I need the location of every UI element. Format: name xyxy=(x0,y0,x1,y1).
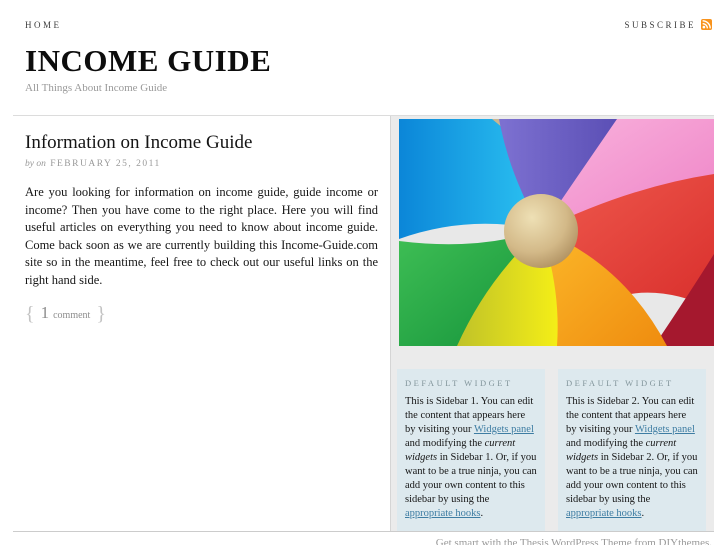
top-navigation xyxy=(25,19,712,30)
widget-2-text: . xyxy=(641,508,645,519)
widget-2-heading: DEFAULT WIDGET xyxy=(566,378,674,388)
masthead xyxy=(0,0,727,115)
byline-by: by xyxy=(25,159,34,169)
widget-1-text: and modifying the xyxy=(405,438,485,449)
widget-1-heading: DEFAULT WIDGET xyxy=(405,378,513,388)
rss-icon xyxy=(701,19,712,30)
widget-2-appropriate-hooks-link[interactable]: appropriate hooks xyxy=(566,508,642,519)
widget-2-current-widgets: current widgets xyxy=(566,438,677,463)
comment-label: comment xyxy=(53,310,91,321)
site-title xyxy=(25,43,712,79)
widget-1-appropriate-hooks-link[interactable]: appropriate hooks xyxy=(405,508,481,519)
widget-2-text: and modifying the xyxy=(566,438,646,449)
widgets-row xyxy=(397,369,706,531)
widget-1-current-widgets: current widgets xyxy=(405,438,516,463)
widget-sidebar-1 xyxy=(397,369,545,531)
comment-open-brace: { xyxy=(25,303,35,325)
widget-2-widgets-panel-link[interactable]: Widgets panel xyxy=(634,424,695,435)
widget-1-widgets-panel-link[interactable]: Widgets panel xyxy=(473,424,534,435)
widget-sidebar-2 xyxy=(558,369,706,531)
site-tagline: All Things About Income Guide xyxy=(25,82,168,94)
post-body: Are you looking for information on income guide, guide income or income? Then you have come to the right place. Here you will find useful articles on everything you need to know about income guide. Come back soon as we are currently building this Income-Guide.com site so in the meantime, feel free to check out our useful links on the right hand side. xyxy=(25,185,378,287)
byline-on: on xyxy=(36,159,46,169)
sidebar xyxy=(390,116,714,531)
widget-1-text: This is Sidebar 1. You can edit the content that appears here by visiting your xyxy=(405,396,534,435)
post-title-link[interactable]: Information on Income Guide xyxy=(25,132,253,153)
content-area xyxy=(13,115,714,531)
subscribe-label: SUBSCRIBE xyxy=(624,19,696,30)
site-title-link[interactable]: INCOME GUIDE xyxy=(25,43,272,78)
post-byline xyxy=(25,159,378,169)
widget-1-text: in Sidebar 1. Or, if you want to be a true ninja, you can add your own content to this sidebar by using the xyxy=(405,452,537,505)
widget-1-body xyxy=(405,395,537,521)
widget-2-text: in Sidebar 2. Or, if you want to be a true ninja, you can add your own content to this sidebar by using the xyxy=(566,452,698,505)
widget-2-text: This is Sidebar 2. You can edit the content that appears here by visiting your xyxy=(566,396,695,435)
pinwheel-photo xyxy=(399,119,714,346)
comment-count-link[interactable] xyxy=(25,303,106,326)
main-column xyxy=(13,116,390,531)
comment-count: 1 xyxy=(40,303,50,322)
footer-credit: Get smart with the Thesis WordPress Theme from DIYthemes. xyxy=(435,537,712,545)
widget-2-body xyxy=(566,395,698,521)
footer-divider xyxy=(13,531,714,532)
post-title xyxy=(25,132,378,154)
comment-close-brace: } xyxy=(96,303,106,325)
widget-1-text: . xyxy=(480,508,484,519)
nav-subscribe-link[interactable] xyxy=(624,19,712,30)
nav-home-link[interactable]: HOME xyxy=(25,19,62,30)
post-date: FEBRUARY 25, 2011 xyxy=(50,159,161,169)
